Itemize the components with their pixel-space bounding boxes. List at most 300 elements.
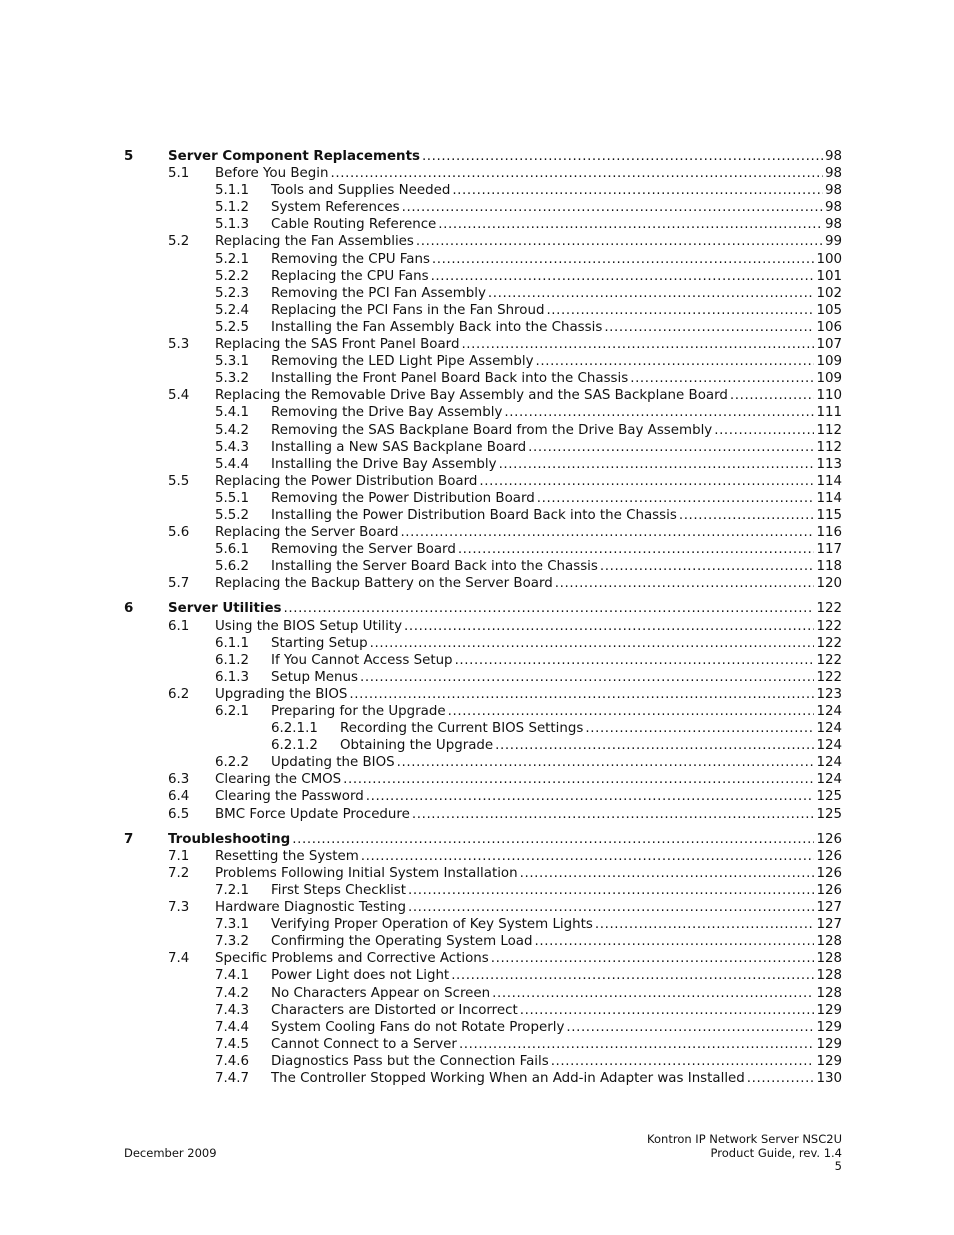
dot-leader xyxy=(491,950,815,967)
toc-entry-title: Confirming the Operating System Load xyxy=(271,934,533,950)
toc-entry-line xyxy=(271,558,842,575)
toc-entry-title: Installing the Drive Bay Assembly xyxy=(271,456,497,472)
toc-entry-number: 6.2.1 xyxy=(215,704,250,719)
toc-entry-page: 125 xyxy=(816,806,842,822)
toc-entry-page: 100 xyxy=(816,251,842,267)
toc-entry-line xyxy=(215,473,842,490)
toc-entry-title: Tools and Supplies Needed xyxy=(271,183,451,199)
toc-entry[interactable] xyxy=(124,541,842,558)
toc-entry[interactable] xyxy=(124,703,842,720)
toc-entry-number: 5.6 xyxy=(168,525,190,541)
toc-entry-line xyxy=(271,285,842,302)
dot-leader xyxy=(343,771,814,788)
toc-entry-line xyxy=(215,387,842,404)
toc-entry[interactable] xyxy=(124,558,842,575)
toc-entry-page: 128 xyxy=(816,968,842,984)
toc-entry-title: Replacing the PCI Fans in the Fan Shroud xyxy=(271,302,545,318)
toc-entry-number: 5.4.3 xyxy=(215,439,250,455)
toc-entry[interactable] xyxy=(124,882,842,899)
dot-leader xyxy=(566,1019,814,1036)
toc-entry-page: 112 xyxy=(816,422,842,438)
toc-entry-number: 5.6.1 xyxy=(215,542,250,558)
toc-entry[interactable] xyxy=(124,490,842,507)
toc-entry-line xyxy=(215,686,842,703)
dot-leader xyxy=(747,1070,815,1087)
dot-leader xyxy=(600,558,815,575)
toc-entry-page: 129 xyxy=(816,1053,842,1069)
toc-entry-number: 5.2.2 xyxy=(215,268,250,284)
toc-entry[interactable] xyxy=(124,618,842,635)
toc-entry-page: 106 xyxy=(816,319,842,335)
toc-entry[interactable] xyxy=(124,933,842,950)
toc-entry[interactable] xyxy=(124,319,842,336)
toc-entry-title: Removing the PCI Fan Assembly xyxy=(271,285,486,301)
toc-entry-title: Diagnostics Pass but the Connection Fails xyxy=(271,1053,549,1069)
toc-entry[interactable] xyxy=(124,635,842,652)
dot-leader xyxy=(416,233,823,250)
toc-entry[interactable] xyxy=(124,652,842,669)
toc-entry-number: 5.1 xyxy=(168,166,190,182)
toc-entry-number: 6.1 xyxy=(168,618,190,634)
toc-entry-title: Installing the Fan Assembly Back into the Chassis xyxy=(271,319,603,335)
toc-entry-number: 6.2.2 xyxy=(215,755,250,771)
toc-entry-page: 126 xyxy=(816,882,842,898)
toc-entry[interactable] xyxy=(124,865,842,882)
toc-entry-number: 7.4.5 xyxy=(215,1036,250,1052)
toc-entry[interactable] xyxy=(124,1036,842,1053)
toc-entry[interactable] xyxy=(124,182,842,199)
toc-entry-page: 113 xyxy=(816,456,842,472)
toc-entry[interactable] xyxy=(124,1053,842,1070)
toc-entry-page: 112 xyxy=(816,439,842,455)
toc-entry-number: 5.2.5 xyxy=(215,319,250,335)
toc-entry[interactable] xyxy=(124,788,842,805)
toc-entry-number: 6.1.1 xyxy=(215,635,250,651)
toc-entry[interactable] xyxy=(124,575,842,592)
toc-entry[interactable] xyxy=(124,720,842,737)
toc-entry-page: 128 xyxy=(816,934,842,950)
toc-entry-title: BMC Force Update Procedure xyxy=(215,806,410,822)
toc-entry[interactable] xyxy=(124,524,842,541)
dot-leader xyxy=(408,899,814,916)
toc-entry-page: 98 xyxy=(824,217,842,233)
toc-entry-page: 105 xyxy=(816,302,842,318)
toc-entry-line xyxy=(168,600,842,617)
toc-entry-page: 122 xyxy=(816,601,842,617)
toc-entry[interactable] xyxy=(124,199,842,216)
toc-entry-page: 124 xyxy=(816,755,842,771)
toc-entry-line xyxy=(271,933,842,950)
toc-entry-number: 7.4.4 xyxy=(215,1019,250,1035)
toc-entry-line xyxy=(271,754,842,771)
toc-entry-number: 5.3 xyxy=(168,337,190,353)
toc-entry-page: 127 xyxy=(816,900,842,916)
toc-entry-page: 126 xyxy=(816,831,842,847)
dot-leader xyxy=(520,865,815,882)
toc-entry-title: Installing the Front Panel Board Back into the Chassis xyxy=(271,371,629,387)
toc-entry-number: 6.2 xyxy=(168,686,190,702)
toc-entry-number: 7.3.2 xyxy=(215,934,250,950)
toc-entry-line xyxy=(271,439,842,456)
toc-entry-title: Replacing the Backup Battery on the Server Board xyxy=(215,576,553,592)
toc-entry-line xyxy=(215,165,842,182)
dot-leader xyxy=(459,1036,815,1053)
toc-entry-line xyxy=(215,950,842,967)
dot-leader xyxy=(432,251,815,268)
toc-entry-line xyxy=(168,831,842,848)
toc-entry[interactable] xyxy=(124,302,842,319)
dot-leader xyxy=(479,473,814,490)
toc-entry-page: 107 xyxy=(816,337,842,353)
toc-entry[interactable] xyxy=(124,387,842,404)
toc-entry-number: 7.4.2 xyxy=(215,985,250,1001)
dot-leader xyxy=(536,353,815,370)
toc-entry-line xyxy=(271,251,842,268)
toc-entry-line xyxy=(271,541,842,558)
dot-leader xyxy=(292,831,814,848)
toc-entry-page: 124 xyxy=(816,704,842,719)
dot-leader xyxy=(349,686,814,703)
toc-entry-page: 115 xyxy=(816,507,842,523)
toc-entry-page: 125 xyxy=(816,789,842,805)
dot-leader xyxy=(458,541,815,558)
toc-entry-page: 128 xyxy=(816,951,842,967)
toc-entry-page: 116 xyxy=(816,525,842,541)
toc-entry-line xyxy=(271,302,842,319)
toc-entry[interactable] xyxy=(124,336,842,353)
toc-entry[interactable] xyxy=(124,916,842,933)
dot-leader xyxy=(451,967,814,984)
toc-entry-number: 5.3.1 xyxy=(215,354,250,370)
toc-entry-title: Cannot Connect to a Server xyxy=(271,1036,457,1052)
toc-entry-number: 6.1.2 xyxy=(215,652,250,668)
toc-entry[interactable] xyxy=(124,285,842,302)
footer-page-number: 5 xyxy=(834,1159,842,1173)
toc-entry[interactable] xyxy=(124,967,842,984)
toc-entry-title: Verifying Proper Operation of Key System Lights xyxy=(271,917,593,933)
dot-leader xyxy=(397,754,815,771)
toc-entry-number: 5.2.3 xyxy=(215,285,250,301)
toc-entry-line xyxy=(271,370,842,387)
toc-entry-title: Replacing the Power Distribution Board xyxy=(215,473,478,489)
toc-entry-line xyxy=(215,899,842,916)
toc-entry-number: 5.3.2 xyxy=(215,371,250,387)
footer-product-name: Kontron IP Network Server NSC2U xyxy=(647,1132,842,1146)
toc-entry-number: 6.5 xyxy=(168,806,190,822)
dot-leader xyxy=(431,268,815,285)
dot-leader xyxy=(504,404,814,421)
toc-entry[interactable] xyxy=(124,268,842,285)
toc-entry-line xyxy=(215,848,842,865)
toc-entry-title: Troubleshooting xyxy=(168,831,291,847)
dot-leader xyxy=(402,199,823,216)
toc-entry-title: Installing the Power Distribution Board Back into the Chassis xyxy=(271,507,677,523)
toc-entry[interactable] xyxy=(124,848,842,865)
toc-entry-number: 5.2.4 xyxy=(215,302,250,318)
toc-entry-number: 7.3.1 xyxy=(215,917,250,933)
toc-entry-title: If You Cannot Access Setup xyxy=(271,652,453,668)
dot-leader xyxy=(630,370,814,387)
dot-leader xyxy=(400,524,814,541)
dot-leader xyxy=(455,652,815,669)
toc-entry-number: 5.4.2 xyxy=(215,422,250,438)
toc-entry-title: Before You Begin xyxy=(215,166,329,182)
toc-entry-number: 7.3 xyxy=(168,900,190,916)
toc-entry-title: Server Utilities xyxy=(168,601,282,617)
toc-entry-line xyxy=(271,216,842,233)
toc-entry-title: Installing a New SAS Backplane Board xyxy=(271,439,527,455)
toc-entry-line xyxy=(215,233,842,250)
toc-entry-title: Replacing the Server Board xyxy=(215,525,399,541)
toc-entry-title: First Steps Checklist xyxy=(271,882,407,898)
toc-entry-line xyxy=(215,575,842,592)
toc-entry-number: 5.4 xyxy=(168,388,190,404)
toc-entry-line xyxy=(271,422,842,439)
toc-entry-title: Replacing the CPU Fans xyxy=(271,268,429,284)
toc-entry-line xyxy=(215,336,842,353)
toc-entry-page: 99 xyxy=(824,234,842,250)
dot-leader xyxy=(499,456,815,473)
toc-entry-title: No Characters Appear on Screen xyxy=(271,985,491,1001)
toc-entry[interactable] xyxy=(124,370,842,387)
toc-entry-line xyxy=(271,490,842,507)
toc-entry-title: Characters are Distorted or Incorrect xyxy=(271,1002,518,1018)
toc-entry[interactable] xyxy=(124,233,842,250)
toc-entry-title: System References xyxy=(271,200,400,216)
dot-leader xyxy=(284,600,815,617)
footer-guide-revision: Product Guide, rev. 1.4 xyxy=(710,1145,842,1160)
toc-entry-line xyxy=(271,1053,842,1070)
toc-entry-title: System Cooling Fans do not Rotate Properly xyxy=(271,1019,565,1035)
dot-leader xyxy=(331,165,823,182)
dot-leader xyxy=(528,439,814,456)
dot-leader xyxy=(366,788,815,805)
toc-entry-page: 117 xyxy=(816,542,842,558)
toc-entry[interactable] xyxy=(124,950,842,967)
dot-leader xyxy=(520,1002,815,1019)
toc-entry-line xyxy=(271,1019,842,1036)
toc-entry-title: Removing the SAS Backplane Board from the Drive Bay Assembly xyxy=(271,422,713,438)
toc-entry-line xyxy=(271,703,842,720)
toc-entry-page: 114 xyxy=(816,473,842,489)
toc-entry-title: Replacing the Fan Assemblies xyxy=(215,234,414,250)
toc-entry-title: Specific Problems and Corrective Actions xyxy=(215,951,489,967)
dot-leader xyxy=(551,1053,815,1070)
toc-entry-page: 128 xyxy=(816,985,842,1001)
dot-leader xyxy=(730,387,815,404)
toc-entry-title: Removing the LED Light Pipe Assembly xyxy=(271,354,534,370)
toc-entry-line xyxy=(271,182,842,199)
dot-leader xyxy=(408,882,814,899)
toc-entry-line xyxy=(271,652,842,669)
toc-entry-page: 98 xyxy=(824,183,842,199)
dot-leader xyxy=(438,216,823,233)
toc-entry-line xyxy=(271,635,842,652)
dot-leader xyxy=(492,985,814,1002)
toc-entry-page: 110 xyxy=(816,388,842,404)
toc-entry-line xyxy=(215,806,842,823)
toc-entry[interactable] xyxy=(124,456,842,473)
toc-entry[interactable] xyxy=(124,422,842,439)
toc-entry-line xyxy=(271,967,842,984)
toc-entry[interactable] xyxy=(124,404,842,421)
toc-entry-line xyxy=(271,199,842,216)
toc-entry-page: 118 xyxy=(816,559,842,575)
toc-entry-page: 122 xyxy=(816,635,842,651)
toc-entry-number: 6.4 xyxy=(168,789,190,805)
toc-entry[interactable] xyxy=(124,806,842,823)
toc-entry-title: Updating the BIOS xyxy=(271,755,395,771)
toc-entry-number: 5.7 xyxy=(168,576,190,592)
toc-entry-number: 7.4.6 xyxy=(215,1053,250,1069)
toc-entry-page: 124 xyxy=(816,738,842,754)
dot-leader xyxy=(546,302,814,319)
toc-entry[interactable] xyxy=(124,439,842,456)
toc-entry-line xyxy=(271,319,842,336)
dot-leader xyxy=(412,806,815,823)
toc-entry[interactable] xyxy=(124,831,842,848)
toc-entry-page: 127 xyxy=(816,917,842,933)
toc-entry-page: 101 xyxy=(816,268,842,284)
toc-entry-page: 122 xyxy=(816,618,842,634)
toc-entry-number: 5.2 xyxy=(168,234,190,250)
dot-leader xyxy=(370,635,815,652)
toc-entry-line xyxy=(340,737,842,754)
dot-leader xyxy=(714,422,814,439)
toc-entry-number: 6.2.1.1 xyxy=(271,721,318,737)
toc-entry-page: 98 xyxy=(824,200,842,216)
toc-entry-page: 124 xyxy=(816,721,842,737)
toc-entry-line xyxy=(168,148,842,165)
toc-entry[interactable] xyxy=(124,148,842,165)
toc-entry-title: Resetting the System xyxy=(215,848,359,864)
toc-entry-line xyxy=(215,524,842,541)
toc-entry[interactable] xyxy=(124,899,842,916)
toc-entry-page: 129 xyxy=(816,1019,842,1035)
toc-entry-number: 5.6.2 xyxy=(215,559,250,575)
toc-entry-page: 122 xyxy=(816,669,842,685)
toc-entry-number: 5.1.3 xyxy=(215,217,250,233)
toc-entry-line xyxy=(215,865,842,882)
dot-leader xyxy=(422,148,823,165)
toc-entry[interactable] xyxy=(124,669,842,686)
table-of-contents xyxy=(124,148,842,1087)
toc-entry-title: Cable Routing Reference xyxy=(271,217,437,233)
toc-entry-line xyxy=(340,720,842,737)
toc-entry[interactable] xyxy=(124,771,842,788)
toc-entry-number: 6 xyxy=(124,601,134,617)
toc-entry-number: 7.4.3 xyxy=(215,1002,250,1018)
toc-entry-title: Replacing the Removable Drive Bay Assembly and the SAS Backplane Board xyxy=(215,388,728,404)
toc-entry-line xyxy=(271,916,842,933)
toc-entry-number: 5.2.1 xyxy=(215,251,250,267)
dot-leader xyxy=(585,720,814,737)
dot-leader xyxy=(360,669,814,686)
toc-entry-number: 5 xyxy=(124,149,134,164)
toc-entry[interactable] xyxy=(124,165,842,182)
footer-date: December 2009 xyxy=(124,1145,217,1160)
toc-entry-line xyxy=(215,788,842,805)
toc-entry-number: 6.2.1.2 xyxy=(271,738,318,754)
toc-entry[interactable] xyxy=(124,754,842,771)
dot-leader xyxy=(595,916,815,933)
toc-entry[interactable] xyxy=(124,353,842,370)
toc-entry-line xyxy=(271,669,842,686)
toc-entry-number: 5.4.4 xyxy=(215,456,250,472)
toc-entry[interactable] xyxy=(124,473,842,490)
toc-entry-line xyxy=(271,507,842,524)
toc-entry-page: 102 xyxy=(816,285,842,301)
toc-entry[interactable] xyxy=(124,251,842,268)
toc-entry-title: Using the BIOS Setup Utility xyxy=(215,618,403,634)
toc-entry-number: 6.1.3 xyxy=(215,669,250,685)
footer-product-info xyxy=(647,1133,842,1174)
toc-entry-number: 5.1.2 xyxy=(215,200,250,216)
toc-entry-title: Clearing the Password xyxy=(215,789,364,805)
toc-entry-title: Hardware Diagnostic Testing xyxy=(215,900,406,916)
toc-entry-title: Obtaining the Upgrade xyxy=(340,738,494,754)
toc-entry-page: 130 xyxy=(816,1070,842,1086)
toc-entry-line xyxy=(215,771,842,788)
toc-entry[interactable] xyxy=(124,737,842,754)
toc-entry-page: 126 xyxy=(816,848,842,864)
toc-entry[interactable] xyxy=(124,985,842,1002)
toc-entry-title: Removing the Power Distribution Board xyxy=(271,490,535,506)
toc-entry[interactable] xyxy=(124,507,842,524)
dot-leader xyxy=(461,336,814,353)
toc-entry-page: 111 xyxy=(816,405,842,421)
toc-entry[interactable] xyxy=(124,600,842,617)
toc-entry-title: Clearing the CMOS xyxy=(215,772,342,788)
dot-leader xyxy=(361,848,815,865)
toc-entry-page: 109 xyxy=(816,354,842,370)
toc-entry-title: Upgrading the BIOS xyxy=(215,686,348,702)
toc-entry-title: Removing the CPU Fans xyxy=(271,251,430,267)
toc-entry-page: 114 xyxy=(816,490,842,506)
toc-entry-number: 5.1.1 xyxy=(215,183,250,199)
toc-entry-line xyxy=(215,618,842,635)
toc-entry-page: 98 xyxy=(824,149,842,164)
dot-leader xyxy=(404,618,814,635)
toc-entry-title: Installing the Server Board Back into the Chassis xyxy=(271,559,598,575)
toc-entry-title: Power Light does not Light xyxy=(271,968,450,984)
toc-entry-title: The Controller Stopped Working When an Add-in Adapter was Installed xyxy=(271,1070,745,1086)
toc-entry[interactable] xyxy=(124,1070,842,1087)
dot-leader xyxy=(555,575,815,592)
toc-entry-number: 7.2.1 xyxy=(215,882,250,898)
dot-leader xyxy=(495,737,814,754)
toc-entry-page: 129 xyxy=(816,1036,842,1052)
toc-entry-number: 5.5 xyxy=(168,473,190,489)
toc-entry[interactable] xyxy=(124,686,842,703)
toc-entry-line xyxy=(271,404,842,421)
toc-entry[interactable] xyxy=(124,216,842,233)
toc-entry-number: 7.4.7 xyxy=(215,1070,250,1086)
toc-entry[interactable] xyxy=(124,1002,842,1019)
dot-leader xyxy=(604,319,814,336)
toc-entry-line xyxy=(271,1002,842,1019)
toc-entry[interactable] xyxy=(124,1019,842,1036)
dot-leader xyxy=(452,182,823,199)
toc-entry-line xyxy=(271,456,842,473)
toc-entry-number: 5.5.2 xyxy=(215,507,250,523)
toc-entry-line xyxy=(271,1070,842,1087)
toc-entry-number: 5.4.1 xyxy=(215,405,250,421)
toc-entry-page: 122 xyxy=(816,652,842,668)
toc-entry-page: 123 xyxy=(816,686,842,702)
toc-entry-number: 5.5.1 xyxy=(215,490,250,506)
toc-entry-line xyxy=(271,353,842,370)
